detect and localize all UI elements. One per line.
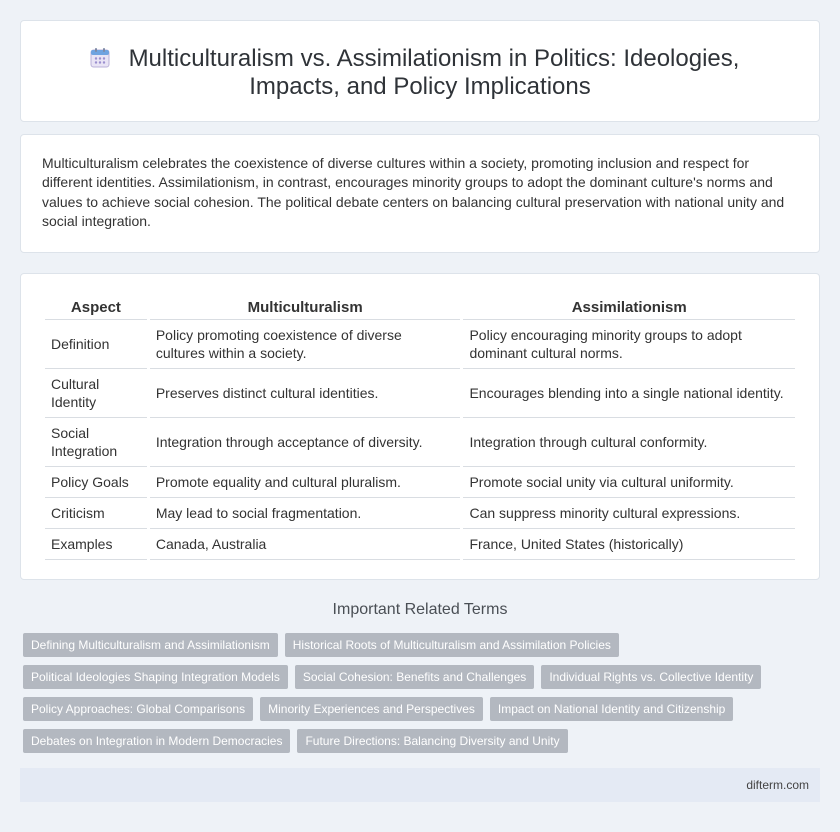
related-term-tag[interactable]: Political Ideologies Shaping Integration Models xyxy=(23,665,288,689)
related-term-tag[interactable]: Debates on Integration in Modern Democracies xyxy=(23,729,290,753)
table-row xyxy=(45,498,795,529)
title-line-1: Multiculturalism vs. Assimilationism in Politics: Ideologies, xyxy=(128,45,740,72)
table-row xyxy=(45,467,795,498)
site-link[interactable]: difterm.com xyxy=(746,778,809,792)
title-line-2: Impacts, and Policy Implications xyxy=(249,73,591,100)
cell-assimilationism: Can suppress minority cultural expressions. xyxy=(463,498,795,529)
cell-multiculturalism: Policy promoting coexistence of diverse cultures within a society. xyxy=(150,320,461,369)
comparison-table xyxy=(42,294,798,560)
page-title xyxy=(21,45,819,101)
header-aspect: Aspect xyxy=(45,294,147,320)
comparison-card xyxy=(20,273,820,580)
related-term-tag[interactable]: Historical Roots of Multiculturalism and Assimilation Policies xyxy=(285,633,619,657)
header-multiculturalism: Multiculturalism xyxy=(150,294,461,320)
cell-assimilationism: Policy encouraging minority groups to adopt dominant cultural norms. xyxy=(463,320,795,369)
cell-multiculturalism: Integration through acceptance of diversity. xyxy=(150,418,461,467)
cell-assimilationism: France, United States (historically) xyxy=(463,529,795,560)
intro-paragraph: Multiculturalism celebrates the coexistence of diverse cultures within a society, promoting inclusion and respect for different identities. Assimilationism, in contrast, encourages minority groups to adopt the dominant culture's norms and values to achieve social cohesion. The political debate centers on balancing cultural preservation with national unity and social integration. xyxy=(42,155,785,229)
table-row xyxy=(45,529,795,560)
related-term-tag[interactable]: Defining Multiculturalism and Assimilationism xyxy=(23,633,278,657)
table-row xyxy=(45,320,795,369)
cell-multiculturalism: May lead to social fragmentation. xyxy=(150,498,461,529)
footer xyxy=(20,768,820,802)
cell-multiculturalism: Canada, Australia xyxy=(150,529,461,560)
cell-multiculturalism: Preserves distinct cultural identities. xyxy=(150,369,461,418)
related-term-tag[interactable]: Minority Experiences and Perspectives xyxy=(260,697,483,721)
related-terms-title: Important Related Terms xyxy=(332,601,508,618)
related-terms-list xyxy=(23,633,823,761)
table-row xyxy=(45,369,795,418)
related-term-tag[interactable]: Future Directions: Balancing Diversity and Unity xyxy=(297,729,567,753)
title-card xyxy=(20,20,820,122)
cell-aspect: Social Integration xyxy=(45,418,147,467)
cell-assimilationism: Promote social unity via cultural uniformity. xyxy=(463,467,795,498)
related-term-tag[interactable]: Individual Rights vs. Collective Identity xyxy=(541,665,761,689)
related-term-tag[interactable]: Policy Approaches: Global Comparisons xyxy=(23,697,253,721)
related-term-tag[interactable]: Impact on National Identity and Citizenship xyxy=(490,697,733,721)
table-row xyxy=(45,418,795,467)
cell-assimilationism: Encourages blending into a single national identity. xyxy=(463,369,795,418)
cell-aspect: Definition xyxy=(45,320,147,369)
cell-aspect: Cultural Identity xyxy=(45,369,147,418)
cell-assimilationism: Integration through cultural conformity. xyxy=(463,418,795,467)
cell-aspect: Policy Goals xyxy=(45,467,147,498)
intro-card xyxy=(20,134,820,253)
related-term-tag[interactable]: Social Cohesion: Benefits and Challenges xyxy=(295,665,534,689)
table-header-row xyxy=(45,294,795,320)
cell-multiculturalism: Promote equality and cultural pluralism. xyxy=(150,467,461,498)
header-assimilationism: Assimilationism xyxy=(463,294,795,320)
cell-aspect: Examples xyxy=(45,529,147,560)
cell-aspect: Criticism xyxy=(45,498,147,529)
